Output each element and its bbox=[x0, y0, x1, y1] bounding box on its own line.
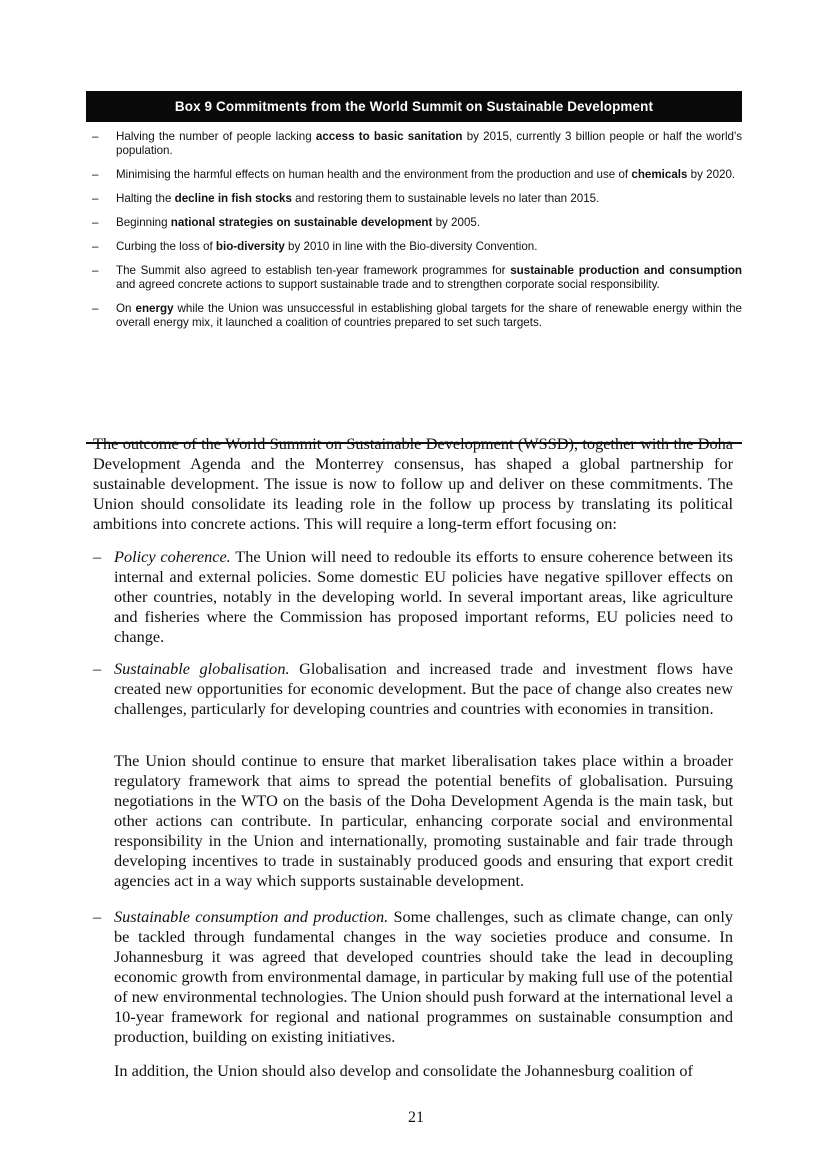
item-bold-text: bio-diversity bbox=[215, 240, 285, 253]
item-bold-text: sustainable production and consumption bbox=[510, 264, 742, 277]
item-text: Curbing the loss of bbox=[116, 240, 216, 253]
item-text: Halving the number of people lacking bbox=[116, 130, 316, 143]
bullet-text: The Union will need to redouble its efforts to ensure coherence between its internal and external policies. Some domestic EU policies have negative spillover effects on other countries, notably in the developing world. In several important areas, like agriculture and fisheries where the Commission has proposed important reforms, EU policies need to change. bbox=[114, 547, 733, 646]
bullet-title: Sustainable consumption and production. bbox=[114, 907, 389, 926]
dash-bullet: – bbox=[92, 192, 99, 205]
item-text: Minimising the harmful effects on human health and the environment from the production and use of bbox=[116, 168, 632, 181]
item-text: Beginning bbox=[116, 216, 171, 229]
globalisation-paragraph: The Union should continue to ensure that market liberalisation takes place within a broader regulatory framework that aims to spread the potential benefits of globalisation. Pursuing negotiations in the WTO on the basis of the Doha Development Agenda is the main task, but other actions can contribute. In particular, enhancing corporate social and environmental responsibility in the Union and internationally, promoting sustainable and fair trade through developing incentives to trade in sustainably produced goods and ensuring that export credit agencies act in a way which supports sustainable development. bbox=[114, 751, 733, 890]
item-text: and restoring them to sustainable levels no later than 2015. bbox=[291, 192, 600, 205]
item-text: by 2005. bbox=[432, 216, 481, 229]
dash-bullet: – bbox=[92, 168, 99, 181]
dash-bullet: – bbox=[93, 547, 102, 566]
dash-bullet: – bbox=[92, 240, 99, 253]
item-bold-text: access to basic sanitation bbox=[315, 130, 463, 143]
item-bold-text: energy bbox=[135, 302, 174, 315]
page-number: 21 bbox=[408, 1109, 424, 1126]
item-text: Halting the bbox=[116, 192, 175, 205]
item-bold-text: chemicals bbox=[631, 168, 688, 181]
bullet-text: Some challenges, such as climate change, can only be tackled through fundamental changes in the way societies produce and consume. In Johannesburg it was agreed that developed countries should take the lead in decoupling economic growth from environmental damage, in particular by making full use of the potential of new environmental technologies. The Union should push forward at the international level a 10-year framework for regional and national programmes on sustainable consumption and production, building on existing initiatives. bbox=[114, 907, 733, 1046]
bullet-title: Policy coherence. bbox=[114, 547, 231, 566]
item-text: while the Union was unsuccessful in establishing global targets for the share of renewable energy within the overall energy mix, it launched a coalition of countries prepared to set such targets. bbox=[116, 302, 743, 329]
dash-bullet: – bbox=[92, 302, 99, 315]
dash-bullet: – bbox=[93, 659, 102, 678]
item-text: by 2010 in line with the Bio-diversity Convention. bbox=[284, 240, 538, 253]
item-bold-text: decline in fish stocks bbox=[174, 192, 292, 205]
bullet-sustainable-globalisation bbox=[93, 659, 733, 719]
intro-paragraph: The outcome of the World Summit on Sustainable Development (WSSD), together with the Doha Development Agenda and the Monterrey consensus, has shaped a global partnership for sustainable development. The issue is now to follow up and deliver on these commitments. The Union should consolidate its leading role in the follow up process by translating its political ambitions into concrete actions. This will require a long-term effort focusing on: bbox=[93, 434, 733, 533]
item-text: by 2015, currently 3 billion people or half the world's population. bbox=[116, 130, 742, 157]
item-text: and agreed concrete actions to support sustainable trade and to strengthen corporate social responsibility. bbox=[116, 278, 660, 291]
item-text: On bbox=[116, 302, 136, 315]
bullet-sustainable-consumption bbox=[93, 907, 733, 1047]
final-paragraph: In addition, the Union should also develop and consolidate the Johannesburg coalition of bbox=[114, 1061, 693, 1080]
item-text: The Summit also agreed to establish ten-year framework programmes for bbox=[116, 264, 511, 277]
dash-bullet: – bbox=[92, 264, 99, 277]
box-title: Box 9 Commitments from the World Summit on Sustainable Development bbox=[86, 91, 742, 122]
dash-bullet: – bbox=[93, 907, 102, 926]
item-bold-text: national strategies on sustainable development bbox=[170, 216, 433, 229]
dash-bullet: – bbox=[92, 130, 99, 143]
bullet-text: Globalisation and increased trade and investment flows have created new opportunities for economic development. But the pace of change also creates new challenges, particularly for developing countries and countries with economies in transition. bbox=[114, 659, 733, 718]
item-text: by 2020. bbox=[687, 168, 736, 181]
bullet-title: Sustainable globalisation. bbox=[114, 659, 290, 678]
bullet-policy-coherence bbox=[93, 547, 733, 647]
dash-bullet: – bbox=[92, 216, 99, 229]
